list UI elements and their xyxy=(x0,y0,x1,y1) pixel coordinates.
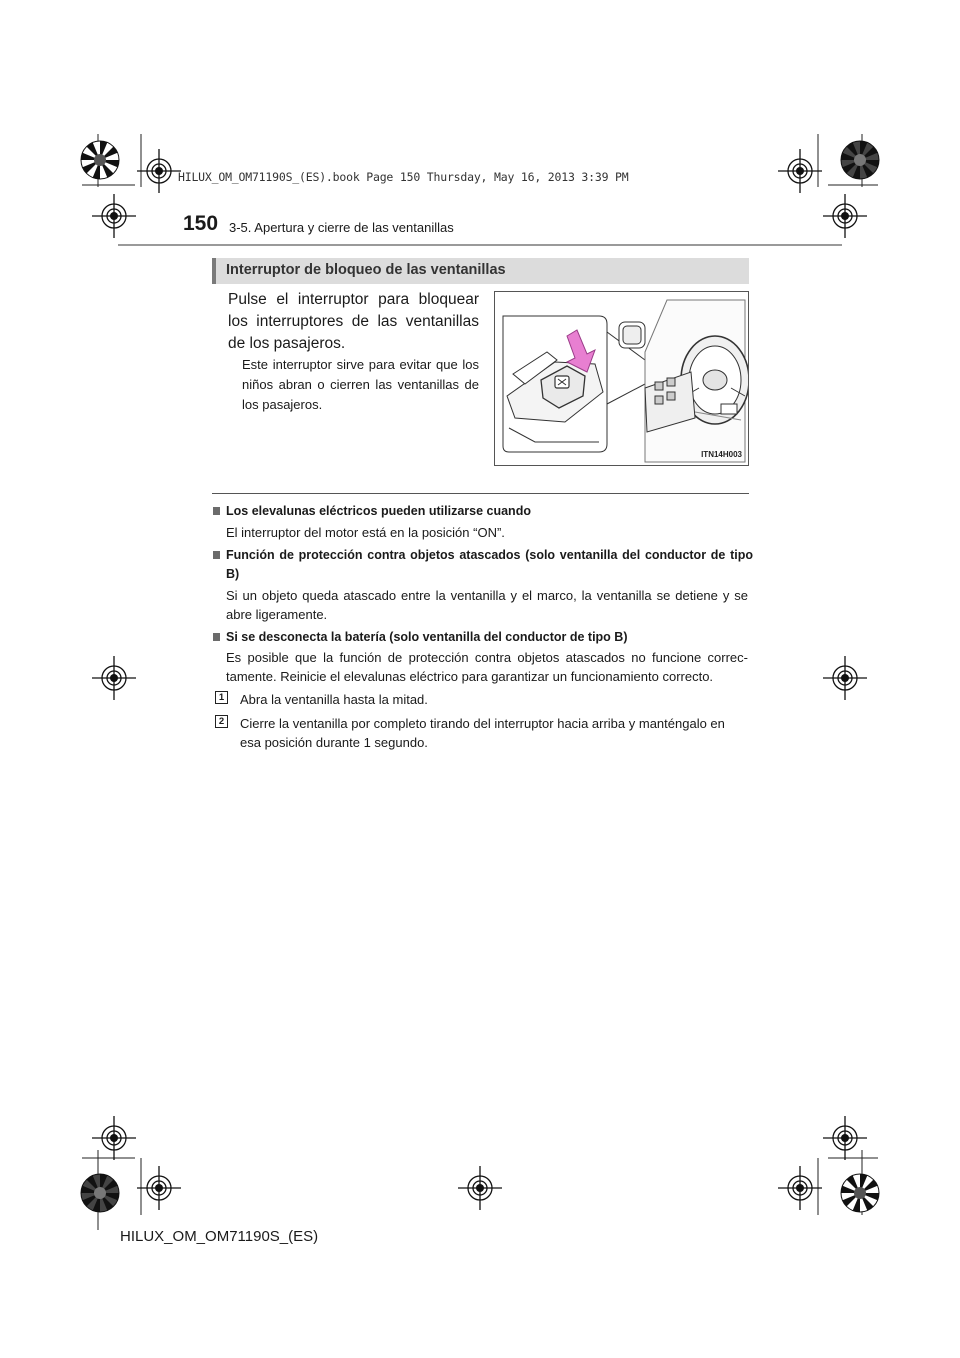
starburst-mark-bottom-right xyxy=(840,1173,880,1213)
header-rule xyxy=(118,244,842,246)
intro-note: Este interruptor sirve para evitar que los niños abran o cierren las ventanillas de los pasajeros. xyxy=(242,357,479,412)
note-body: Si un objeto queda atascado entre la ventanilla y el marco, la ventanilla se detiene y se abre ligeramente. xyxy=(226,588,748,622)
crosshair-left-upper xyxy=(92,194,136,238)
note-heading-text: Si se desconecta la batería (solo ventanilla del conductor de tipo B) xyxy=(226,630,628,644)
note-body: Es posible que la función de protección contra objetos atascados no funcione correc-tamente. Reinicie el elevalunas eléctrico para garantizar un funcionamiento correcto. xyxy=(226,650,748,684)
crosshair-right-upper xyxy=(823,194,867,238)
crosshair-top-left xyxy=(137,149,181,193)
square-bullet-icon xyxy=(213,633,220,641)
step-number-icon: 1 xyxy=(215,691,228,704)
crosshair-left-lower xyxy=(92,1116,136,1160)
subsection-title-bar xyxy=(212,258,749,284)
car-interior-drawing xyxy=(495,292,749,466)
note-heading-text: Función de protección contra objetos atascados (solo ventanilla del conductor de tipo B) xyxy=(226,548,753,581)
crosshair-bottom-left xyxy=(137,1166,181,1210)
note-heading xyxy=(213,502,753,521)
figure-code: ITN14H003 xyxy=(701,450,742,459)
starburst-mark-bottom-left xyxy=(80,1173,120,1213)
print-job-header: HILUX_OM_OM71190S_(ES).book Page 150 Thursday, May 16, 2013 3:39 PM xyxy=(178,170,629,184)
starburst-mark-top-left xyxy=(80,140,120,180)
crosshair-right-middle xyxy=(823,656,867,700)
starburst-mark-top-right xyxy=(840,140,880,180)
crosshair-right-lower xyxy=(823,1116,867,1160)
step-number-icon: 2 xyxy=(215,715,228,728)
note-heading xyxy=(213,546,753,584)
note-heading xyxy=(213,628,753,647)
step-text: Abra la ventanilla hasta la mitad. xyxy=(240,692,428,707)
square-bullet-icon xyxy=(213,551,220,559)
step-text: Cierre la ventanilla por completo tirando del interruptor hacia arriba y manténgalo en esa posición durante 1 segundo. xyxy=(240,716,725,750)
crosshair-left-middle xyxy=(92,656,136,700)
section-title: 3-5. Apertura y cierre de las ventanillas xyxy=(229,220,454,235)
intro-paragraph: Pulse el interruptor para bloquear los interruptores de las ventanillas de los pasajeros. xyxy=(228,291,479,352)
crosshair-top-right xyxy=(778,149,822,193)
page-number: 150 xyxy=(183,212,219,235)
footer-manual-code: HILUX_OM_OM71190S_(ES) xyxy=(120,1228,319,1245)
subsection-title: Interruptor de bloqueo de las ventanillas xyxy=(226,262,506,278)
note-body: El interruptor del motor está en la posición “ON”. xyxy=(226,525,505,540)
crosshair-bottom-right xyxy=(778,1166,822,1210)
square-bullet-icon xyxy=(213,507,220,515)
window-lock-switch-illustration xyxy=(494,291,749,466)
note-heading-text: Los elevalunas eléctricos pueden utilizarse cuando xyxy=(226,504,531,518)
notes-separator xyxy=(212,493,749,494)
subsection-accent xyxy=(212,258,216,284)
crosshair-bottom-center xyxy=(458,1166,502,1210)
